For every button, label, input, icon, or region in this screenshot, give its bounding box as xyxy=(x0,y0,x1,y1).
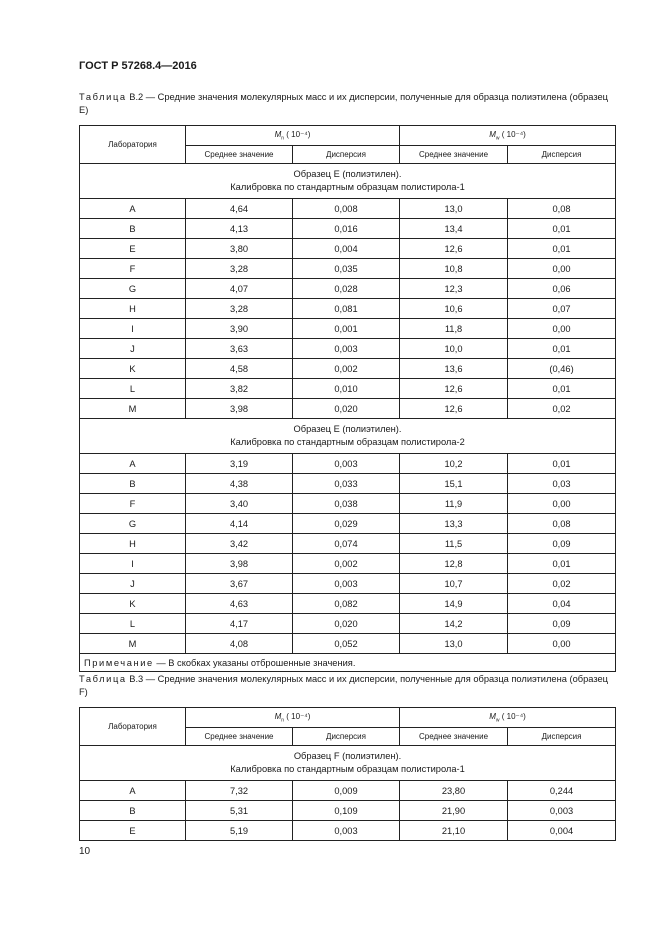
table-row xyxy=(80,514,616,534)
mn-dispersion-cell: 0,082 xyxy=(293,594,400,614)
mn-dispersion-cell: 0,003 xyxy=(293,574,400,594)
document-code: ГОСТ Р 57268.4—2016 xyxy=(79,60,197,72)
mn-mean-cell: 3,67 xyxy=(186,574,293,594)
mw-mean-cell: 13,0 xyxy=(400,199,508,219)
mn-mean-cell: 3,28 xyxy=(186,259,293,279)
mn-dispersion-cell: 0,109 xyxy=(293,801,400,821)
mn-dispersion-cell: 0,003 xyxy=(293,454,400,474)
mn-subscript: n xyxy=(281,135,285,142)
mn-mean-cell: 4,64 xyxy=(186,199,293,219)
mn-subscript: n xyxy=(281,717,285,724)
mw-dispersion-cell: 0,07 xyxy=(508,299,616,319)
mw-dispersion-cell: 0,00 xyxy=(508,319,616,339)
lab-cell: K xyxy=(80,594,186,614)
lab-cell: K xyxy=(80,359,186,379)
lab-cell: H xyxy=(80,299,186,319)
mw-mean-cell: 10,8 xyxy=(400,259,508,279)
caption-word: Таблица xyxy=(79,674,127,684)
mn-dispersion-cell: 0,003 xyxy=(293,339,400,359)
table-row xyxy=(80,339,616,359)
lab-cell: F xyxy=(80,259,186,279)
section-header xyxy=(80,746,616,781)
table-row xyxy=(80,219,616,239)
table-row xyxy=(80,379,616,399)
mn-dispersion-cell: 0,009 xyxy=(293,781,400,801)
mw-mean-cell: 21,90 xyxy=(400,801,508,821)
mw-dispersion-cell: 0,003 xyxy=(508,801,616,821)
mw-mean-cell: 15,1 xyxy=(400,474,508,494)
table-row xyxy=(80,634,616,654)
note-word: Примечание xyxy=(84,657,154,668)
mn-symbol: M xyxy=(274,129,282,139)
mw-mean-cell: 11,5 xyxy=(400,534,508,554)
mw-mean-cell: 14,9 xyxy=(400,594,508,614)
mn-dispersion-cell: 0,010 xyxy=(293,379,400,399)
mw-mean-cell: 13,3 xyxy=(400,514,508,534)
mw-mean-cell: 11,9 xyxy=(400,494,508,514)
mn-dispersion-header: Дисперсия xyxy=(293,146,400,164)
lab-cell: F xyxy=(80,494,186,514)
mw-dispersion-cell: 0,03 xyxy=(508,474,616,494)
mn-header xyxy=(186,126,400,146)
mn-dispersion-cell: 0,052 xyxy=(293,634,400,654)
mw-header xyxy=(400,708,616,728)
lab-cell: B xyxy=(80,219,186,239)
mw-header xyxy=(400,126,616,146)
mn-mean-cell: 3,80 xyxy=(186,239,293,259)
mw-dispersion-cell: 0,08 xyxy=(508,514,616,534)
mw-mean-header: Среднее значение xyxy=(400,146,508,164)
table-row xyxy=(80,199,616,219)
mw-dispersion-cell: 0,00 xyxy=(508,494,616,514)
mn-mean-cell: 3,40 xyxy=(186,494,293,514)
mw-mean-cell: 23,80 xyxy=(400,781,508,801)
lab-cell: H xyxy=(80,534,186,554)
table-row xyxy=(80,319,616,339)
mw-dispersion-cell: 0,08 xyxy=(508,199,616,219)
mn-mean-header: Среднее значение xyxy=(186,146,293,164)
mw-dispersion-header: Дисперсия xyxy=(508,728,616,746)
mn-mean-cell: 3,63 xyxy=(186,339,293,359)
lab-cell: E xyxy=(80,821,186,841)
lab-cell: M xyxy=(80,634,186,654)
lab-cell: G xyxy=(80,514,186,534)
mw-dispersion-cell: 0,00 xyxy=(508,259,616,279)
mw-symbol: M xyxy=(489,711,496,721)
mw-dispersion-cell: 0,09 xyxy=(508,614,616,634)
caption-text: В.2 — Средние значения молекулярных масс и их дисперсии, полученные для образца полиэтилена (образец Е) xyxy=(79,92,608,115)
mn-mean-cell: 7,32 xyxy=(186,781,293,801)
mw-mean-cell: 21,10 xyxy=(400,821,508,841)
mw-dispersion-cell: 0,01 xyxy=(508,239,616,259)
mn-dispersion-cell: 0,008 xyxy=(293,199,400,219)
mn-mean-cell: 4,58 xyxy=(186,359,293,379)
mn-mean-cell: 4,07 xyxy=(186,279,293,299)
table-row xyxy=(80,821,616,841)
mw-scale: ( 10⁻⁴) xyxy=(501,129,526,139)
table-b2-caption xyxy=(79,91,615,117)
table-note xyxy=(80,654,616,672)
lab-cell: A xyxy=(80,781,186,801)
lab-cell: J xyxy=(80,339,186,359)
lab-cell: A xyxy=(80,454,186,474)
lab-cell: L xyxy=(80,379,186,399)
mn-dispersion-cell: 0,001 xyxy=(293,319,400,339)
table-row xyxy=(80,474,616,494)
mw-subscript: w xyxy=(495,135,500,142)
section-header-line-1: Образец Е (полиэтилен). xyxy=(293,424,402,434)
table-row xyxy=(80,534,616,554)
mw-mean-cell: 11,8 xyxy=(400,319,508,339)
mw-dispersion-cell: (0,46) xyxy=(508,359,616,379)
mw-mean-cell: 10,0 xyxy=(400,339,508,359)
lab-cell: B xyxy=(80,801,186,821)
lab-cell: A xyxy=(80,199,186,219)
mw-dispersion-cell: 0,01 xyxy=(508,554,616,574)
mw-mean-cell: 13,0 xyxy=(400,634,508,654)
lab-cell: G xyxy=(80,279,186,299)
mn-dispersion-cell: 0,002 xyxy=(293,359,400,379)
mw-dispersion-cell: 0,244 xyxy=(508,781,616,801)
table-b2-section-2 xyxy=(80,419,616,654)
lab-cell: J xyxy=(80,574,186,594)
mw-mean-cell: 12,3 xyxy=(400,279,508,299)
mn-mean-cell: 4,38 xyxy=(186,474,293,494)
mn-mean-cell: 3,42 xyxy=(186,534,293,554)
mn-dispersion-cell: 0,033 xyxy=(293,474,400,494)
section-header-line-2: Калибровка по стандартным образцам полистирола-1 xyxy=(230,764,465,774)
section-header xyxy=(80,419,616,454)
mw-dispersion-cell: 0,06 xyxy=(508,279,616,299)
table-row xyxy=(80,554,616,574)
mw-mean-header: Среднее значение xyxy=(400,728,508,746)
mw-dispersion-cell: 0,09 xyxy=(508,534,616,554)
mn-mean-cell: 4,63 xyxy=(186,594,293,614)
mw-dispersion-cell: 0,02 xyxy=(508,574,616,594)
mw-dispersion-cell: 0,00 xyxy=(508,634,616,654)
mw-symbol: M xyxy=(489,129,496,139)
mn-dispersion-header: Дисперсия xyxy=(293,728,400,746)
mn-mean-cell: 3,98 xyxy=(186,399,293,419)
mw-mean-cell: 12,8 xyxy=(400,554,508,574)
section-header-line-1: Образец F (полиэтилен). xyxy=(293,751,402,761)
mn-dispersion-cell: 0,020 xyxy=(293,614,400,634)
mw-mean-cell: 13,6 xyxy=(400,359,508,379)
table-row xyxy=(80,359,616,379)
table-row xyxy=(80,454,616,474)
table-row xyxy=(80,801,616,821)
table-b3-section-1 xyxy=(80,746,616,841)
mw-dispersion-header: Дисперсия xyxy=(508,146,616,164)
caption-text: В.3 — Средние значения молекулярных масс и их дисперсии, полученные для образца полиэтилена (образец F) xyxy=(79,674,608,697)
mn-dispersion-cell: 0,004 xyxy=(293,239,400,259)
mw-mean-cell: 10,7 xyxy=(400,574,508,594)
mn-dispersion-cell: 0,002 xyxy=(293,554,400,574)
mn-symbol: M xyxy=(274,711,282,721)
caption-word: Таблица xyxy=(79,92,127,102)
table-row xyxy=(80,299,616,319)
mn-dispersion-cell: 0,020 xyxy=(293,399,400,419)
lab-cell: E xyxy=(80,239,186,259)
mn-dispersion-cell: 0,028 xyxy=(293,279,400,299)
note-text: — В скобках указаны отброшенные значения. xyxy=(153,657,356,668)
table-row xyxy=(80,399,616,419)
mn-dispersion-cell: 0,081 xyxy=(293,299,400,319)
lab-cell: I xyxy=(80,554,186,574)
table-b2-section-1 xyxy=(80,164,616,419)
mw-dispersion-cell: 0,01 xyxy=(508,339,616,359)
mw-dispersion-cell: 0,01 xyxy=(508,219,616,239)
mw-scale: ( 10⁻⁴) xyxy=(501,711,526,721)
mn-mean-cell: 4,17 xyxy=(186,614,293,634)
mw-dispersion-cell: 0,01 xyxy=(508,454,616,474)
section-header-line-1: Образец Е (полиэтилен). xyxy=(293,169,402,179)
mn-mean-header: Среднее значение xyxy=(186,728,293,746)
section-header xyxy=(80,164,616,199)
mw-mean-cell: 12,6 xyxy=(400,379,508,399)
mw-dispersion-cell: 0,004 xyxy=(508,821,616,841)
mn-mean-cell: 5,19 xyxy=(186,821,293,841)
table-row xyxy=(80,494,616,514)
mn-mean-cell: 3,98 xyxy=(186,554,293,574)
mw-mean-cell: 12,6 xyxy=(400,399,508,419)
mn-mean-cell: 3,90 xyxy=(186,319,293,339)
lab-cell: M xyxy=(80,399,186,419)
table-b3 xyxy=(79,707,616,841)
section-header-line-2: Калибровка по стандартным образцам полистирола-2 xyxy=(230,437,465,447)
mn-scale: ( 10⁻⁴) xyxy=(286,129,311,139)
mw-dispersion-cell: 0,02 xyxy=(508,399,616,419)
table-row xyxy=(80,239,616,259)
mn-dispersion-cell: 0,029 xyxy=(293,514,400,534)
mn-mean-cell: 4,14 xyxy=(186,514,293,534)
section-header-line-2: Калибровка по стандартным образцам полистирола-1 xyxy=(230,182,465,192)
mn-dispersion-cell: 0,016 xyxy=(293,219,400,239)
mn-header xyxy=(186,708,400,728)
mw-mean-cell: 12,6 xyxy=(400,239,508,259)
mn-mean-cell: 3,82 xyxy=(186,379,293,399)
table-row xyxy=(80,279,616,299)
table-b3-caption xyxy=(79,673,615,699)
table-row xyxy=(80,594,616,614)
laboratory-header: Лаборатория xyxy=(80,708,186,746)
lab-cell: L xyxy=(80,614,186,634)
mw-mean-cell: 13,4 xyxy=(400,219,508,239)
mn-dispersion-cell: 0,003 xyxy=(293,821,400,841)
table-row xyxy=(80,614,616,634)
mn-mean-cell: 3,19 xyxy=(186,454,293,474)
mn-dispersion-cell: 0,038 xyxy=(293,494,400,514)
mn-dispersion-cell: 0,074 xyxy=(293,534,400,554)
table-row xyxy=(80,781,616,801)
table-row xyxy=(80,574,616,594)
mn-scale: ( 10⁻⁴) xyxy=(286,711,311,721)
page-number: 10 xyxy=(79,846,91,857)
mw-mean-cell: 14,2 xyxy=(400,614,508,634)
mn-mean-cell: 3,28 xyxy=(186,299,293,319)
mw-mean-cell: 10,6 xyxy=(400,299,508,319)
table-row xyxy=(80,259,616,279)
mn-dispersion-cell: 0,035 xyxy=(293,259,400,279)
table-b2 xyxy=(79,125,616,672)
laboratory-header: Лаборатория xyxy=(80,126,186,164)
mn-mean-cell: 4,13 xyxy=(186,219,293,239)
mw-dispersion-cell: 0,04 xyxy=(508,594,616,614)
mn-mean-cell: 4,08 xyxy=(186,634,293,654)
mw-dispersion-cell: 0,01 xyxy=(508,379,616,399)
lab-cell: I xyxy=(80,319,186,339)
mn-mean-cell: 5,31 xyxy=(186,801,293,821)
lab-cell: B xyxy=(80,474,186,494)
mw-subscript: w xyxy=(495,717,500,724)
mw-mean-cell: 10,2 xyxy=(400,454,508,474)
